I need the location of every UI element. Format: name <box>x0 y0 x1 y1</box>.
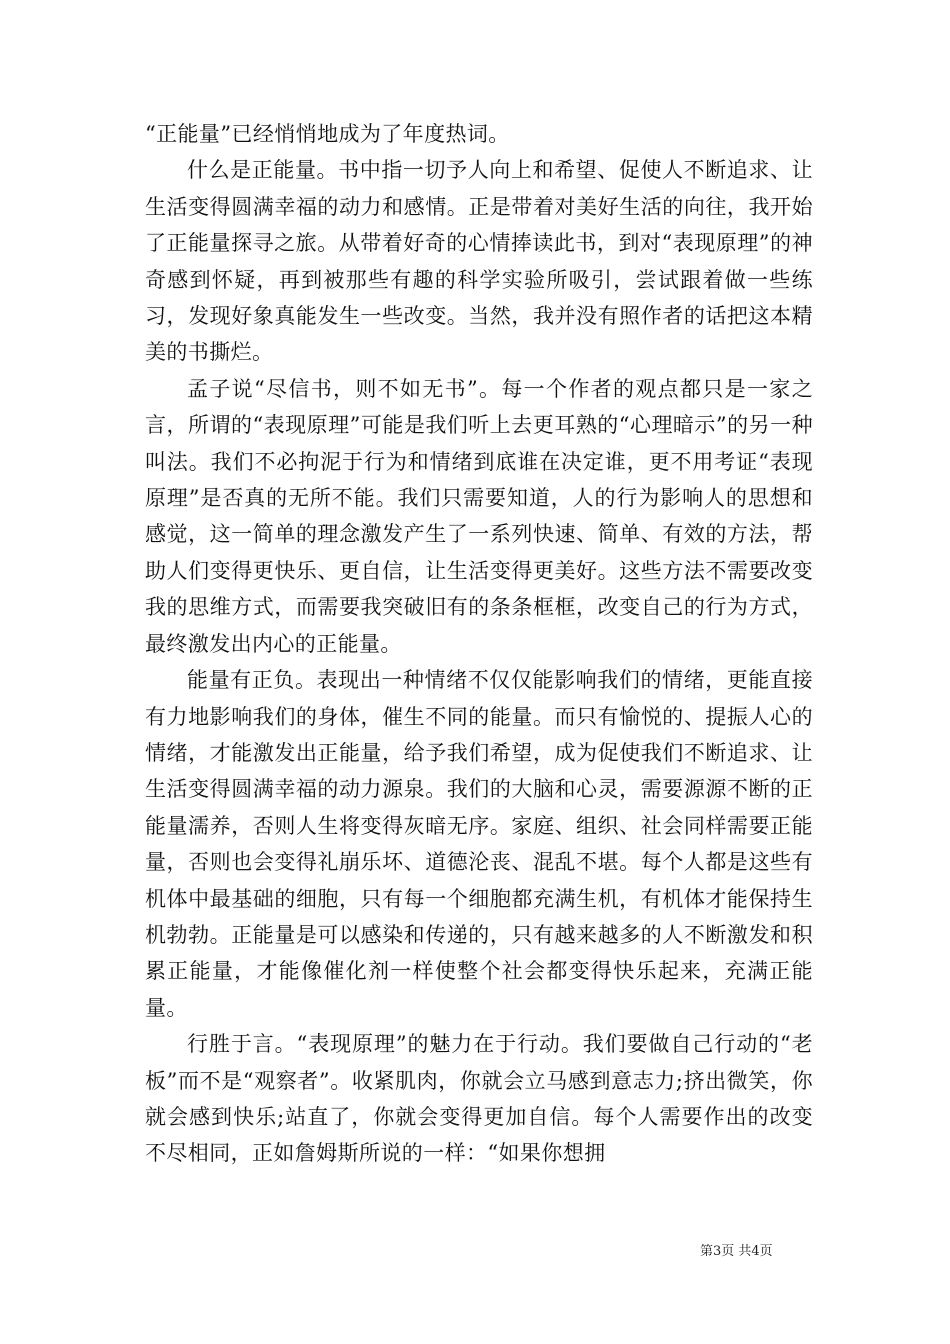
paragraph-continuation: “正能量”已经悄悄地成为了年度热词。 <box>145 122 510 146</box>
page-number-footer: 第3页 共4页 <box>700 1244 773 1259</box>
paragraph-action-over-words: 行胜于言。“表现原理”的魅力在于行动。我们要做自己行动的“老板”而不是“观察者”。收紧肌肉，你就会立马感到意志力;挤出微笑，你就会感到快乐;站直了，你就会变得更加自信。每个人需要作出的改变不尽相同，正如詹姆斯所说的一样：“如果你想拥 <box>145 1032 813 1166</box>
paragraph-energy-positive-negative: 能量有正负。表现出一种情绪不仅仅能影响我们的情绪，更能直接有力地影响我们的身体，催生不同的能量。而只有愉悦的、提振人心的情绪，才能激发出正能量，给予我们希望，成为促使我们不断追求、让生活变得圆满幸福的动力源泉。我们的大脑和心灵，需要源源不断的正能量濡养，否则人生将变得灰暗无序。家庭、组织、社会同样需要正能量，否则也会变得礼崩乐坏、道德沦丧、混乱不堪。每个人都是这些有机体中最基础的细胞，只有每一个细胞都充满生机，有机体才能保持生机勃勃。正能量是可以感染和传递的，只有越来越多的人不断激发和积累正能量，才能像催化剂一样使整个社会都变得快乐起来，充满正能量。 <box>145 668 813 1020</box>
paragraph-mencius-quote: 孟子说“尽信书，则不如无书”。每一个作者的观点都只是一家之言，所谓的“表现原理”可能是我们听上去更耳熟的“心理暗示”的另一种叫法。我们不必拘泥于行为和情绪到底谁在决定谁，更不用考证“表现原理”是否真的无所不能。我们只需要知道，人的行为影响人的思想和感觉，这一简单的理念激发产生了一系列快速、简单、有效的方法，帮助人们变得更快乐、更自信，让生活变得更美好。这些方法不需要改变我的思维方式，而需要我突破旧有的条条框框，改变自己的行为方式，最终激发出内心的正能量。 <box>145 376 813 656</box>
document-body <box>145 116 813 1172</box>
paragraph-what-is-positive-energy: 什么是正能量。书中指一切予人向上和希望、促使人不断追求、让生活变得圆满幸福的动力和感情。正是带着对美好生活的向往，我开始了正能量探寻之旅。从带着好奇的心情捧读此书，到对“表现原理”的神奇感到怀疑，再到被那些有趣的科学实验所吸引，尝试跟着做一些练习，发现好象真能发生一些改变。当然，我并没有照作者的话把这本精美的书撕烂。 <box>145 158 813 365</box>
